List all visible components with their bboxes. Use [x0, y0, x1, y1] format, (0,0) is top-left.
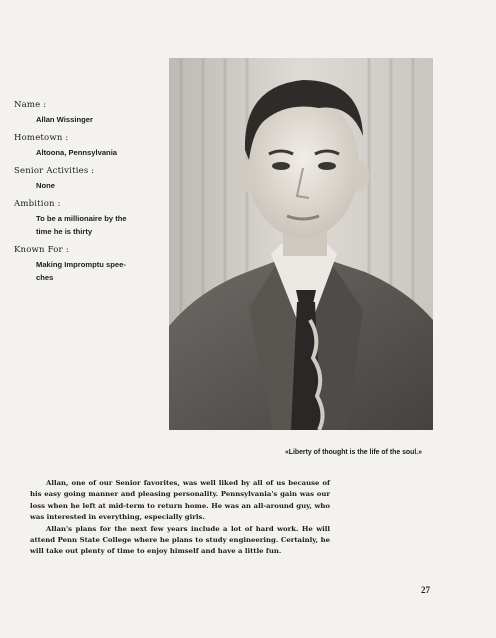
field-hometown — [14, 133, 164, 159]
field-value — [14, 212, 164, 238]
quote: «Liberty of thought is the life of the soul.» — [284, 449, 422, 456]
field-value-line: Allan Wissinger — [36, 115, 93, 124]
bio-paragraph: Allan's plans for the next few years include a lot of hard work. He will attend Penn State College where he plans to study engineering. Certainly, he will take out plenty of time to enjoy himself and have a little fun. — [30, 524, 330, 556]
field-name — [14, 100, 164, 126]
field-value — [14, 146, 164, 159]
field-label: Hometown : — [14, 133, 69, 143]
field-known-for — [14, 245, 164, 284]
field-label: Known For : — [14, 245, 69, 255]
field-senior-activities — [14, 166, 164, 192]
field-value-line: To be a millionaire by the — [36, 214, 127, 223]
field-label: Ambition : — [14, 199, 61, 209]
biography — [30, 478, 330, 558]
portrait-photo — [169, 58, 433, 430]
field-value-line: ches — [36, 273, 54, 282]
field-value — [14, 258, 164, 284]
field-label: Name : — [14, 100, 47, 110]
bio-paragraph: Allan, one of our Senior favorites, was well liked by all of us because of his easy going manner and pleasing personality. Pennsylvania's gain was our loss when he left at mid-term to return home. He was an all-around guy, who was interested in everything, especially girls. — [30, 479, 330, 522]
field-label: Senior Activities : — [14, 166, 95, 176]
field-value — [14, 113, 164, 126]
page-number: 27 — [421, 585, 430, 595]
field-value-line: Altoona, Pennsylvania — [36, 148, 118, 157]
portrait-illustration — [169, 58, 433, 430]
field-value-line: Making Impromptu spee- — [36, 260, 126, 269]
field-value-line: time he is thirty — [36, 227, 93, 236]
field-value-line: None — [36, 181, 55, 190]
field-ambition — [14, 199, 164, 238]
profile-fields — [14, 100, 164, 291]
field-value — [14, 179, 164, 192]
